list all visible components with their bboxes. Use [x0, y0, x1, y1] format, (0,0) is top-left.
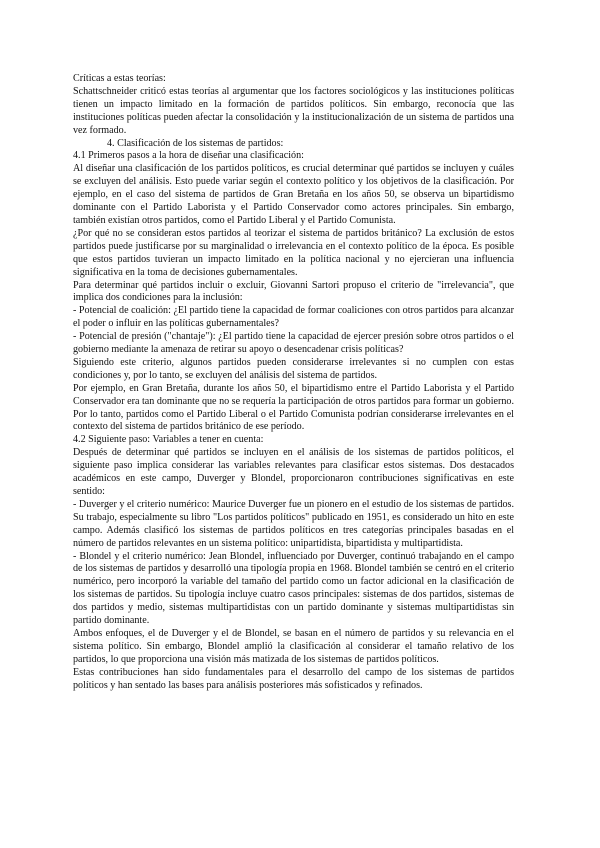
- diseno-clasificacion-paragraph: Al diseñar una clasificación de los partidos políticos, es crucial determinar qué partidos se incluyen y cuáles se excluyen del análisis. Esto puede variar según el contexto político y los objetivos de la clasificación. Por ejemplo, en el caso del sistema de partidos de Gran Bretaña en los años 50, se observa un bipartidismo dominante con el Partido Laborista y el Partido Conservador como actores principales. Sin embargo, también existían otros partidos, como el Partido Liberal y el Partido Comunista.: [73, 163, 514, 226]
- criticas-heading: Críticas a estas teorías:: [73, 73, 166, 84]
- duverger-item: - Duverger y el criterio numérico: Maurice Duverger fue un pionero en el estudio de los sistemas de partidos. Su trabajo, especialmente su libro "Los partidos políticos" publicado en 1951, es considerado un hito en este campo. Además clasificó los sistemas de partidos políticos en tres categorías principales basadas en el número de partidos relevantes en un sistema político: unipartidista, bipartidista y multipartidista.: [73, 498, 514, 549]
- ambos-enfoques-paragraph: Ambos enfoques, el de Duverger y el de Blondel, se basan en el número de partidos y su relevancia en el sistema político. Sin embargo, Blondel amplió la clasificación al considerar el tamaño relativo de los partidos, lo que proporciona una visión más matizada de los sistemas de partidos políticos.: [73, 627, 514, 665]
- presion-item: - Potencial de presión ("chantaje"): ¿El partido tiene la capacidad de ejercer presión sobre otros partidos o el gobierno mediante la amenaza de retirar su apoyo o desencadenar crisis políticas?: [73, 331, 514, 356]
- por-que-paragraph: ¿Por qué no se consideran estos partidos al teorizar el sistema de partidos británico? La exclusión de estos partidos puede justificarse por su marginalidad o irrelevancia en el contexto político de la época. Es posible que estos partidos tuvieran un impacto limitado en la política nacional y no ejercieran una influencia significativa en la toma de decisiones gubernamentales.: [73, 227, 514, 278]
- variables-paragraph: Después de determinar qué partidos se incluyen en el análisis de los sistemas de partidos políticos, el siguiente paso implica considerar las variables relevantes para clasificar estos sistemas. Dos destacados académicos en este campo, Duverger y Blondel, proporcionaron contribuciones significativas en este sentido:: [73, 447, 514, 497]
- sartori-paragraph: Para determinar qué partidos incluir o excluir, Giovanni Sartori propuso el criterio de "irrelevancia", que implica dos condiciones para la inclusión:: [73, 279, 514, 304]
- document-body: [73, 73, 514, 693]
- siguiendo-criterio-paragraph: Siguiendo este criterio, algunos partidos pueden considerarse irrelevantes si no cumplen con estas condiciones y, por lo tanto, se excluyen del análisis del sistema de partidos.: [73, 356, 514, 381]
- section-4-2-heading: 4.2 Siguiente paso: Variables a tener en cuenta:: [73, 434, 264, 446]
- contribuciones-paragraph: Estas contribuciones han sido fundamentales para el desarrollo del campo de los sistemas de partidos políticos y han sentado las bases para análisis posteriores más sofisticados y refinados.: [73, 666, 514, 691]
- section-4-heading: 4. Clasificación de los sistemas de partidos:: [107, 137, 284, 149]
- schattschneider-paragraph: Schattschneider criticó estas teorías al argumentar que los factores sociológicos y las instituciones políticas tienen un impacto limitado en la formación de partidos políticos. Sin embargo, reconocía que las instituciones políticas pueden afectar la consolidación y la institucionalización de un sistema de partidos una vez formado.: [73, 85, 514, 136]
- coalicion-item: - Potencial de coalición: ¿El partido tiene la capacidad de formar coaliciones con otros partidos para alcanzar el poder o influir en las políticas gubernamentales?: [73, 305, 514, 330]
- blondel-item: - Blondel y el criterio numérico: Jean Blondel, influenciado por Duverger, continuó trabajando en el campo de los sistemas de partidos y desarrolló una tipología propia en 1968. Blondel también se centró en el criterio numérico, pero incorporó la variable del tamaño del partido como un factor adicional en la clasificación de los sistemas de partidos. Su tipología incluye cuatro casos principales: sistemas de dos partidos, sistemas de dos partidos y medio, sistemas multipartidistas con un partido dominante y sistemas multipartidistas sin partido dominante.: [73, 550, 514, 627]
- gran-bretana-paragraph: Por ejemplo, en Gran Bretaña, durante los años 50, el bipartidismo entre el Partido Laborista y el Partido Conservador era tan dominante que no se requería la participación de otros partidos para formar un gobierno. Por lo tanto, partidos como el Partido Liberal o el Partido Comunista podrían considerarse irrelevantes en el contexto del sistema de partidos británico de ese período.: [73, 382, 514, 433]
- section-4-1-heading: 4.1 Primeros pasos a la hora de diseñar una clasificación:: [73, 150, 304, 162]
